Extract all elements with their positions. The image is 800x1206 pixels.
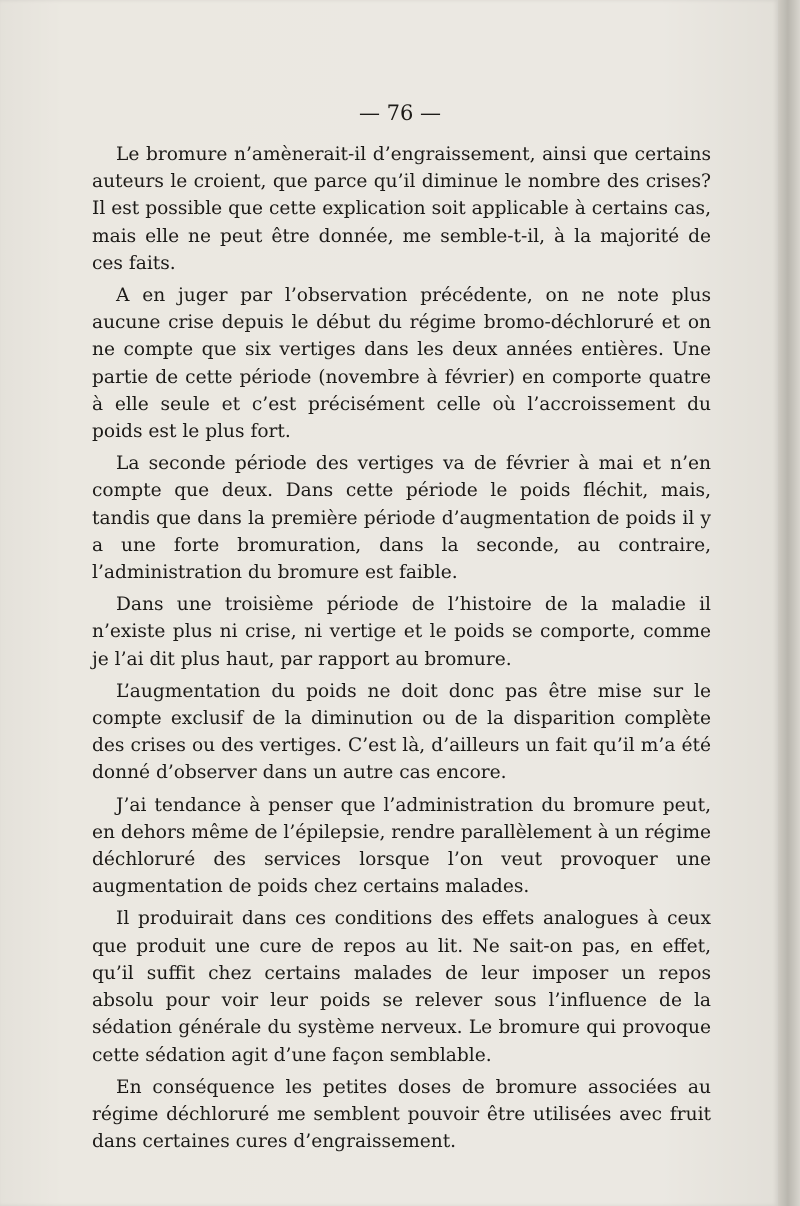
paragraph-6: J’ai tendance à penser que l’administration du bromure peut, en dehors même de l’épilepsie, rendre parallèlement à un régime déchloruré des services lorsque l’on veut provoquer une augmentation de poids chez certains malades.	[92, 794, 711, 898]
paragraph-7: Il produirait dans ces conditions des effets analogues à ceux que produit une cure de repos au lit. Ne sait-on pas, en effet, qu’il suffit chez certains malades de leur imposer un repos absolu pour voir leur poids se relever sous l’influence de la sédation générale du système nerveux. Le bromure qui provoque cette sédation agit d’une façon semblable.	[92, 908, 711, 1066]
page-edge	[778, 0, 800, 1206]
page-number: — 76 —	[358, 101, 442, 125]
paragraph-4: Dans une troisième période de l’histoire de la maladie il n’existe plus ni crise, ni vertige et le poids se comporte, comme je l’ai dit plus haut, par rapport au bromure.	[92, 594, 711, 670]
body-text	[92, 141, 711, 1160]
paragraph-8: En conséquence les petites doses de bromure associées au régime déchloruré me semblent pouvoir être utilisées avec fruit dans certaines cures d’engraissement.	[92, 1076, 711, 1153]
paragraph-5: L’augmentation du poids ne doit donc pas être mise sur le compte exclusif de la diminution ou de la disparition complète des crises ou des vertiges. C’est là, d’ailleurs un fait qu’il m’a été donné d’observer dans un autre cas encore.	[92, 680, 711, 784]
paragraph-2: A en juger par l’observation précédente, on ne note plus aucune crise depuis le début du régime bromo-déchloruré et on ne compte que six vertiges dans les deux années entières. Une partie de cette période (novembre à février) en comporte quatre à elle seule et c’est précisément celle où l’accroissement du poids est le plus fort.	[92, 285, 711, 443]
paragraph-1: Le bromure n’amènerait-il d’engraissement, ainsi que certains auteurs le croient, que parce qu’il diminue le nombre des crises? Il est possible que cette explication soit applicable à certains cas, mais elle ne peut être donnée, me semble-t-il, à la majorité de ces faits.	[92, 144, 711, 274]
paragraph-3: La seconde période des vertiges va de février à mai et n’en compte que deux. Dans cette période le poids fléchit, mais, tandis que dans la première période d’augmentation de poids il y a une forte bromuration, dans la seconde, au contraire, l’administration du bromure est faible.	[92, 453, 711, 584]
